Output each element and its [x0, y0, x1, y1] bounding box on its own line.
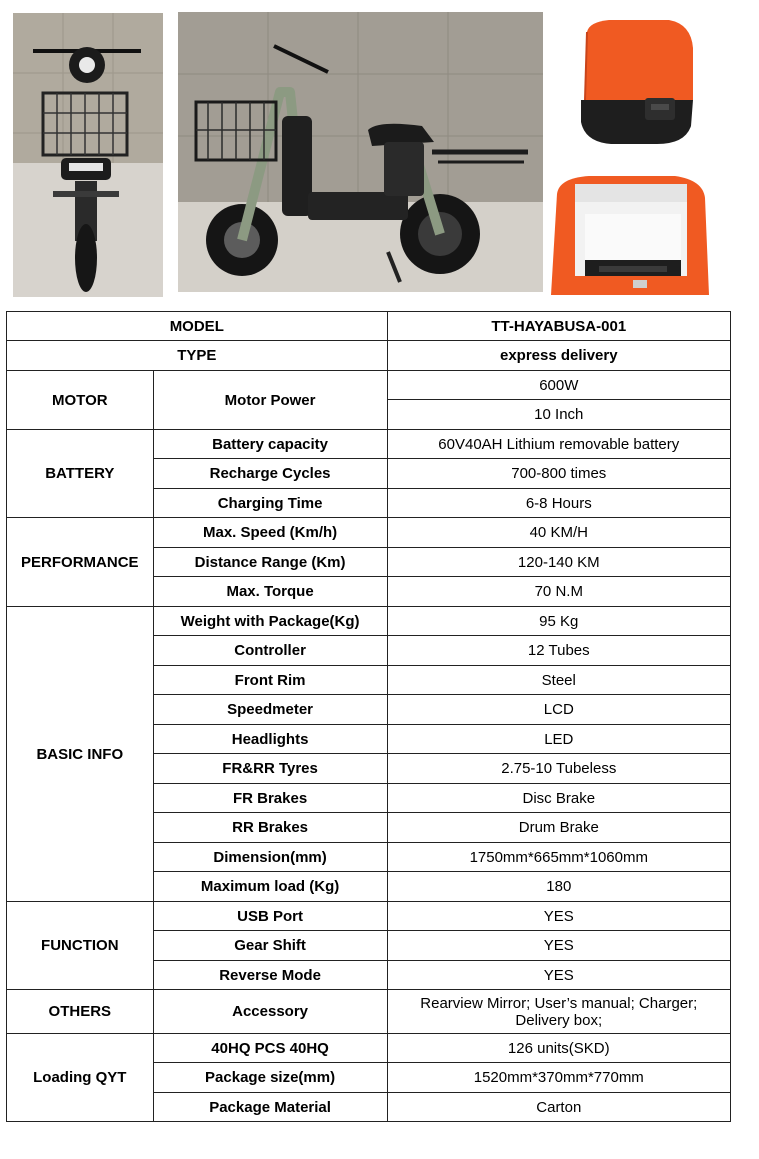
- delivery-box-closed-photo: [575, 18, 695, 146]
- spec-value: Steel: [387, 666, 730, 695]
- spec-value: Drum Brake: [387, 813, 730, 843]
- type-label: TYPE: [7, 341, 388, 371]
- table-row: [7, 341, 731, 371]
- spec-value: 6-8 Hours: [387, 489, 730, 518]
- spec-label: Headlights: [153, 725, 387, 754]
- accessory-line-1: Rearview Mirror; User’s manual; Charger;: [420, 994, 698, 1012]
- spec-label: Front Rim: [153, 666, 387, 695]
- spec-value-accessory: [387, 990, 730, 1034]
- spec-value: YES: [387, 931, 730, 961]
- spec-label: RR Brakes: [153, 813, 387, 843]
- spec-value: 40 KM/H: [387, 518, 730, 548]
- spec-value: 600W: [387, 371, 730, 400]
- delivery-box-open-photo: [549, 174, 710, 295]
- spec-value: LED: [387, 725, 730, 754]
- spec-label: Gear Shift: [153, 931, 387, 961]
- spec-value: 60V40AH Lithium removable battery: [387, 430, 730, 459]
- table-row: [7, 430, 731, 459]
- spec-label: Package size(mm): [153, 1063, 387, 1093]
- spec-label: Reverse Mode: [153, 961, 387, 990]
- front-view-photo: [13, 13, 163, 297]
- spec-value: 70 N.M: [387, 577, 730, 607]
- spec-label: Battery capacity: [153, 430, 387, 459]
- group-battery: BATTERY: [7, 430, 154, 518]
- table-row: [7, 902, 731, 931]
- spec-value: 126 units(SKD): [387, 1034, 730, 1063]
- table-row: [7, 518, 731, 548]
- spec-label: Motor Power: [153, 371, 387, 430]
- table-row: [7, 312, 731, 341]
- group-others: OTHERS: [7, 990, 154, 1034]
- spec-value: 120-140 KM: [387, 548, 730, 577]
- table-row: [7, 990, 731, 1034]
- spec-value: YES: [387, 902, 730, 931]
- group-performance: PERFORMANCE: [7, 518, 154, 607]
- group-basic-info: BASIC INFO: [7, 607, 154, 902]
- spec-label: Distance Range (Km): [153, 548, 387, 577]
- table-row: [7, 1034, 731, 1063]
- table-row: [7, 371, 731, 400]
- model-label: MODEL: [7, 312, 388, 341]
- spec-value: 2.75-10 Tubeless: [387, 754, 730, 784]
- spec-label: Max. Speed (Km/h): [153, 518, 387, 548]
- spec-value: 700-800 times: [387, 459, 730, 489]
- model-value: TT-HAYABUSA-001: [387, 312, 730, 341]
- spec-label: Accessory: [153, 990, 387, 1034]
- spec-value: Carton: [387, 1093, 730, 1122]
- spec-label: Dimension(mm): [153, 843, 387, 872]
- spec-label: FR&RR Tyres: [153, 754, 387, 784]
- spec-label: Max. Torque: [153, 577, 387, 607]
- group-motor: MOTOR: [7, 371, 154, 430]
- spec-label: 40HQ PCS 40HQ: [153, 1034, 387, 1063]
- spec-value: 180: [387, 872, 730, 902]
- accessory-line-2: Delivery box;: [515, 1011, 603, 1029]
- spec-value: 12 Tubes: [387, 636, 730, 666]
- spec-table: [6, 311, 731, 1122]
- spec-value: 10 Inch: [387, 400, 730, 430]
- group-function: FUNCTION: [7, 902, 154, 990]
- spec-label: Recharge Cycles: [153, 459, 387, 489]
- side-view-photo: [178, 12, 543, 292]
- spec-value: 95 Kg: [387, 607, 730, 636]
- spec-value: Disc Brake: [387, 784, 730, 813]
- spec-label: Maximum load (Kg): [153, 872, 387, 902]
- spec-label: FR Brakes: [153, 784, 387, 813]
- spec-label: Weight with Package(Kg): [153, 607, 387, 636]
- spec-value: 1750mm*665mm*1060mm: [387, 843, 730, 872]
- group-loading: Loading QYT: [7, 1034, 154, 1122]
- type-value: express delivery: [387, 341, 730, 371]
- spec-value: YES: [387, 961, 730, 990]
- spec-label: Controller: [153, 636, 387, 666]
- table-row: [7, 607, 731, 636]
- spec-label: Speedmeter: [153, 695, 387, 725]
- spec-label: Charging Time: [153, 489, 387, 518]
- spec-label: USB Port: [153, 902, 387, 931]
- spec-value: 1520mm*370mm*770mm: [387, 1063, 730, 1093]
- spec-label: Package Material: [153, 1093, 387, 1122]
- spec-value: LCD: [387, 695, 730, 725]
